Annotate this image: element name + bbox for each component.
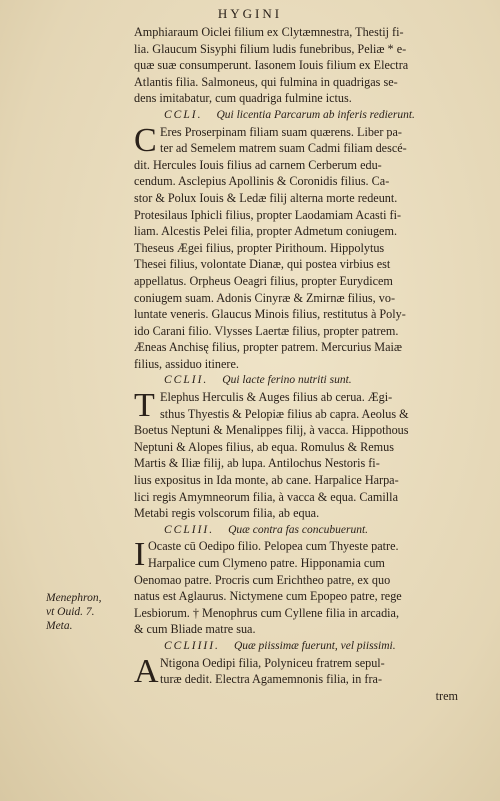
text-line: Thesei filius, volontate Dianæ, qui postea virbius est bbox=[134, 257, 391, 272]
text-line: Æneas Anchisę filius, propter patrem. Mercurius Maiæ bbox=[134, 340, 403, 355]
text-line: dit. Hercules Iouis filius ad carnem Cerberum edu- bbox=[134, 157, 382, 172]
drop-cap: A bbox=[134, 652, 159, 690]
text-line: liam. Alcestis Pelei filia, propter Admetum coniugem. bbox=[134, 224, 397, 239]
text-line: & cum Bliade matre sua. bbox=[134, 622, 256, 637]
text-line: Harpalice cum Clymeno patre. Hipponamia cum bbox=[148, 556, 385, 570]
text-line: quæ suæ consumperunt. Iasonem Iouis filium ex Electra bbox=[134, 58, 409, 73]
text-line: ter ad Semelem matrem suam Cadmi filiam descé- bbox=[160, 141, 407, 156]
text-line: cendum. Asclepius Apollinis & Coronidis filius. Ca- bbox=[134, 174, 390, 189]
text-line: coniugem suam. Adonis Cinyræ & Zmirnæ filius, vo- bbox=[134, 290, 396, 305]
section-body bbox=[134, 389, 458, 522]
text-line: Atlantis filia. Salmoneus, qui fulmina in quadrigas se- bbox=[134, 74, 398, 89]
text-line: Ntigona Oedipi filia, Polyniceu fratrem sepul- bbox=[160, 655, 385, 670]
text-line: lia. Glaucum Sisyphi filium ludis funebribus, Peliæ * e- bbox=[134, 41, 407, 56]
section-heading bbox=[134, 372, 458, 389]
section-title: Qui lacte ferino nutriti sunt. bbox=[222, 374, 352, 387]
margin-note-line: Meta. bbox=[46, 620, 73, 632]
margin-note-line: vt Ouid. 7. bbox=[46, 606, 95, 618]
margin-note bbox=[46, 591, 134, 633]
text-line: sthus Thyestis & Pelopiæ filius ab capra. Aeolus & bbox=[160, 406, 409, 421]
section-body bbox=[134, 121, 458, 373]
text-line: stor & Polux Iouis & Ledæ filij alterna morte redeunt. bbox=[134, 190, 398, 205]
text-line: Boetus Neptuni & Menalippes filij, à vacca. Hippothous bbox=[134, 423, 409, 438]
text-line: dens imitabatur, cum quadriga fulmine ictus. bbox=[134, 91, 352, 106]
text-line: filius, assiduo itinere. bbox=[134, 356, 239, 371]
text-line: Martis & Iliæ filij, ab lupa. Antilochus Nestoris fi- bbox=[134, 456, 380, 471]
text-line: Neptuni & Alopes filius, ab equa. Romulus & Remus bbox=[134, 439, 394, 454]
section-title: Quæ piissimæ fuerunt, vel piissimi. bbox=[233, 639, 396, 652]
section-heading bbox=[134, 107, 458, 124]
text-column bbox=[134, 24, 458, 704]
section-body bbox=[134, 538, 458, 638]
text-line: Oenomao patre. Procris cum Erichtheo patre, ex quo bbox=[134, 572, 391, 587]
text-line: Elephus Herculis & Auges filius ab cerua. Ægi- bbox=[160, 390, 393, 405]
text-line: turæ dedit. Electra Agamemnonis filia, in fra- bbox=[160, 672, 383, 687]
section-body bbox=[134, 652, 458, 705]
section-heading bbox=[134, 638, 458, 655]
text-line: Amphiaraum Oiclei filium ex Clytæmnestra, Thestij fi- bbox=[134, 25, 404, 39]
text-line: Metabi regis volscorum filia, ab equa. bbox=[134, 506, 320, 521]
section-number: CCLII. bbox=[164, 374, 209, 387]
text-line: Ocaste cū Oedipo filio. Pelopea cum Thyeste patre. bbox=[148, 539, 399, 554]
text-line: Theseus Ægei filius, propter Pirithoum. Hippolytus bbox=[134, 240, 385, 255]
text-line: luntate veneris. Glaucus Minois filius, restitutus à Poly- bbox=[134, 307, 406, 322]
section-number: CCLI. bbox=[164, 108, 203, 121]
section-number: CCLIIII. bbox=[164, 639, 220, 652]
drop-cap: C bbox=[134, 121, 157, 159]
section-heading bbox=[134, 522, 458, 539]
text-line: appellatus. Orpheus Oeagri filius, propter Eurydicem bbox=[134, 273, 393, 288]
catchword: trem bbox=[435, 688, 458, 703]
section-number: CCLIII. bbox=[164, 523, 215, 536]
text-line: ido Carani filio. Vlysses Laertæ filius, propter patrem. bbox=[134, 323, 399, 338]
text-line: Protesilaus Iphicli filius, propter Laodamiam Acasti fi- bbox=[134, 207, 402, 222]
drop-cap: T bbox=[134, 387, 155, 425]
drop-cap: I bbox=[134, 536, 146, 574]
text-line: lius expositus in Ida monte, ab cane. Harpalice Harpa- bbox=[134, 473, 399, 488]
text-line: natus est Aglaurus. Nictymene cum Epopeo patre, rege bbox=[134, 589, 402, 604]
text-line: Eres Proserpinam filiam suam quærens. Liber pa- bbox=[160, 124, 402, 139]
section-title: Qui licentia Parcarum ab inferis redierunt. bbox=[216, 108, 415, 121]
text-line: lici regis Amymneorum filia, à vacca & equa. Camilla bbox=[134, 489, 398, 504]
margin-note-line: Menephron, bbox=[46, 592, 102, 604]
section-title: Quæ contra fas concubuerunt. bbox=[228, 523, 369, 536]
running-header: HYGINI bbox=[217, 6, 283, 21]
text-line: Lesbiorum. † Menophrus cum Cyllene filia in arcadia, bbox=[134, 605, 400, 620]
